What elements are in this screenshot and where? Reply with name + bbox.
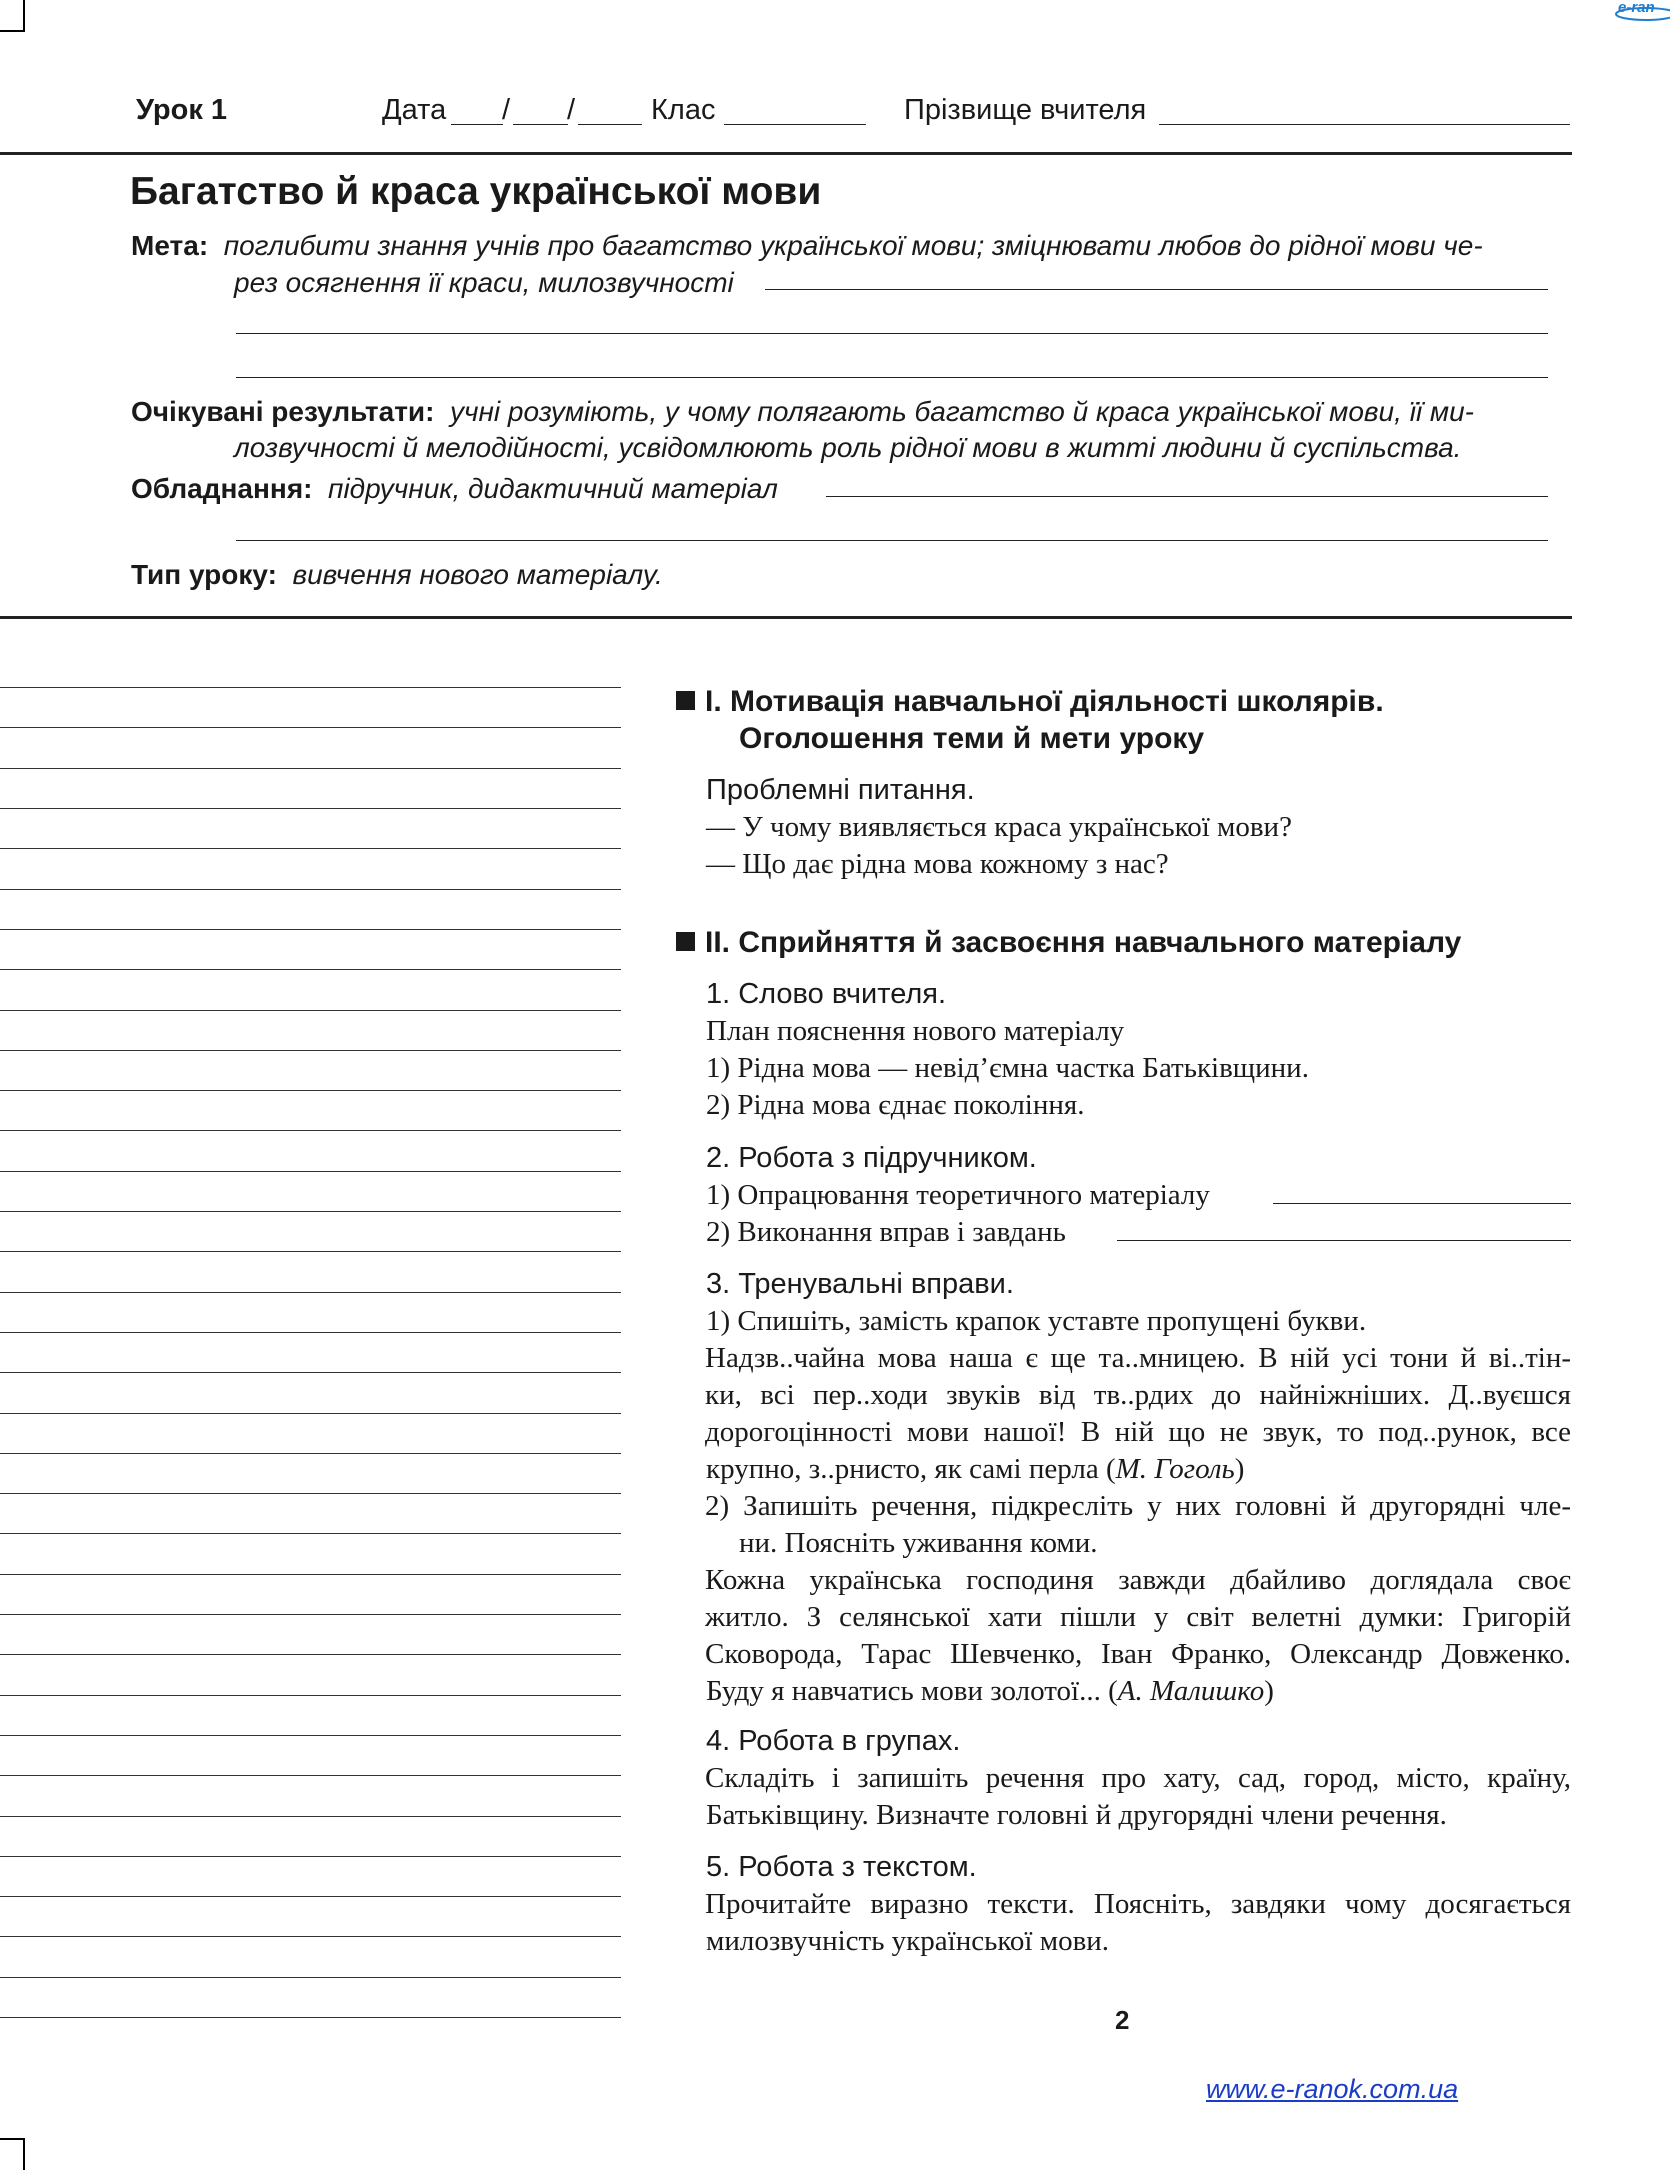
note-line[interactable]: [0, 848, 621, 849]
exercise-text-line: Надзв..чайна мова наша є ще та..мницею. В ній усі тони й ві..тін-: [705, 1342, 1571, 1374]
page-title: Багатство й краса української мови: [130, 170, 822, 213]
note-line[interactable]: [0, 1251, 621, 1252]
exercise-task: 1) Спишіть, замість крапок уставте пропущені букви.: [706, 1305, 1367, 1337]
note-line[interactable]: [0, 1574, 621, 1575]
note-line[interactable]: [0, 1856, 621, 1857]
note-line[interactable]: [0, 808, 621, 809]
section-bullet-icon: [676, 691, 695, 710]
quote-close: ): [1264, 1675, 1274, 1707]
note-line[interactable]: [0, 1977, 621, 1978]
quote-close: ): [1234, 1453, 1245, 1485]
equipment-label: Обладнання:: [131, 473, 313, 504]
publisher-logo: [1612, 0, 1670, 22]
class-field[interactable]: [724, 124, 866, 125]
equipment-row: [131, 471, 778, 507]
page-number: 2: [1115, 2005, 1130, 2035]
note-line[interactable]: [0, 889, 621, 890]
note-line[interactable]: [0, 929, 621, 930]
note-line[interactable]: [0, 1010, 621, 1011]
note-line[interactable]: [0, 1090, 621, 1091]
lesson-number: Урок 1: [136, 94, 228, 126]
goal-text-line1: поглибити знання учнів про багатство української мови; зміцнювати любов до рідної мови че-: [223, 230, 1483, 261]
subsection-title: 3. Тренувальні вправи.: [706, 1268, 1014, 1300]
note-line[interactable]: [0, 1695, 621, 1696]
class-label: Клас: [651, 94, 716, 126]
note-line[interactable]: [0, 1050, 621, 1051]
quote-text: Буду я навчатись мови золотої... (: [706, 1675, 1118, 1707]
problem-questions-title: Проблемні питання.: [706, 774, 975, 806]
section1-heading: I. Мотивація навчальної діяльності школярів.: [705, 685, 1384, 718]
date-label: Дата: [382, 94, 447, 126]
note-line[interactable]: [0, 1211, 621, 1212]
note-line[interactable]: [0, 1816, 621, 1817]
subsection-title: 5. Робота з текстом.: [706, 1851, 977, 1883]
exercise-text-line: [706, 1673, 1274, 1710]
group-task-line: Батьківщину. Визначте головні й другорядні члени речення.: [706, 1799, 1447, 1831]
question-item: — У чому виявляється краса української мови?: [706, 811, 1292, 843]
note-line[interactable]: [0, 1372, 621, 1373]
equipment-write-line[interactable]: [826, 496, 1548, 497]
goal-write-line[interactable]: [236, 377, 1548, 378]
note-line[interactable]: [0, 1896, 621, 1897]
date-month-field[interactable]: [513, 124, 568, 125]
lesson-type-label: Тип уроку:: [131, 559, 277, 590]
note-line[interactable]: [0, 1332, 621, 1333]
header-divider: [0, 152, 1572, 155]
quote-text: крупно, з..рнисто, як самі перла (: [706, 1453, 1116, 1485]
exercise-task-line2: ни. Поясніть уживання коми.: [739, 1527, 1098, 1559]
lesson-type-text: вивчення нового матеріалу.: [292, 559, 663, 590]
note-line[interactable]: [0, 1654, 621, 1655]
note-line[interactable]: [0, 1413, 621, 1414]
note-line[interactable]: [0, 1614, 621, 1615]
goal-label: Мета:: [131, 230, 209, 261]
group-task-line: Складіть і запишіть речення про хату, сад, город, місто, країну,: [705, 1762, 1571, 1794]
section2-heading: II. Сприйняття й засвоєння навчального матеріалу: [705, 926, 1462, 959]
text-task-line: милозвучність української мови.: [706, 1925, 1110, 1957]
note-line[interactable]: [0, 969, 621, 970]
exercise-text-line: ки, всі пер..ходи звуків від тв..рдих до найніжніших. Д..вуєшся: [705, 1379, 1571, 1411]
text-task-line: Прочитайте виразно тексти. Поясніть, завдяки чому досягається: [705, 1888, 1571, 1920]
crop-mark-top-left-h: [0, 30, 25, 32]
textbook-item: 2) Виконання вправ і завдань: [706, 1216, 1066, 1248]
question-item: — Що дає рідна мова кожному з нас?: [706, 848, 1169, 880]
publisher-link[interactable]: www.e-ranok.com.ua: [1206, 2074, 1459, 2104]
lesson-type-row: [131, 557, 663, 593]
crop-mark-bottom-left-h: [0, 2138, 25, 2140]
textbook-write-line[interactable]: [1273, 1203, 1571, 1204]
note-line[interactable]: [0, 1171, 621, 1172]
subsection-title: 2. Робота з підручником.: [706, 1142, 1037, 1174]
equipment-text: підручник, дидактичний матеріал: [328, 473, 778, 504]
exercise-text-line: [706, 1451, 1244, 1488]
note-line[interactable]: [0, 1735, 621, 1736]
note-line[interactable]: [0, 1533, 621, 1534]
results-text-line1: учні розуміють, у чому полягають багатство й краса української мови, її ми-: [450, 396, 1474, 427]
date-separator: /: [567, 94, 576, 126]
quote-author: М. Гоголь: [1115, 1453, 1235, 1485]
plan-item: 2) Рідна мова єднає покоління.: [706, 1089, 1085, 1121]
crop-mark-top-left: [23, 0, 25, 30]
exercise-text-line: дорогоцінності мови нашої! В ній що не звук, то под..рунок, все: [705, 1416, 1571, 1448]
note-line[interactable]: [0, 1453, 621, 1454]
goal-write-line[interactable]: [765, 289, 1548, 290]
date-separator: /: [502, 94, 511, 126]
exercise-task: 2) Запишіть речення, підкресліть у них головні й другорядні чле-: [705, 1490, 1571, 1522]
teacher-label: Прізвище вчителя: [904, 94, 1147, 126]
note-line[interactable]: [0, 727, 621, 728]
results-text-line2: лозвучності й мелодійності, усвідомлюють роль рідної мови в житті людини й суспільства.: [234, 432, 1462, 463]
date-year-field[interactable]: [578, 124, 642, 125]
goal-text-line2: рез осягнення її краси, милозвучності: [234, 267, 734, 298]
plan-item: 1) Рідна мова — невід’ємна частка Батьківщини.: [706, 1052, 1309, 1084]
svg-text:e-ran: e-ran: [1618, 0, 1655, 16]
section1-heading-line2: Оголошення теми й мети уроку: [739, 722, 1205, 755]
goal-write-line[interactable]: [236, 333, 1548, 334]
note-line[interactable]: [0, 1775, 621, 1776]
note-line[interactable]: [0, 2017, 621, 2018]
note-line[interactable]: [0, 1130, 621, 1131]
teacher-field[interactable]: [1159, 124, 1570, 125]
note-line[interactable]: [0, 1292, 621, 1293]
goal-row: [131, 228, 1483, 264]
plan-title: План пояснення нового матеріалу: [706, 1015, 1125, 1047]
quote-author: А. Малишко: [1117, 1675, 1265, 1707]
results-label: Очікувані результати:: [131, 396, 435, 427]
note-line[interactable]: [0, 1936, 621, 1937]
equipment-write-line[interactable]: [236, 540, 1548, 541]
date-day-field[interactable]: [451, 124, 503, 125]
exercise-text-line: житло. З селянської хати пішли у світ велетні думки: Григорій: [705, 1601, 1571, 1633]
exercise-text-line: Кожна українська господиня завжди дбайливо доглядала своє: [705, 1564, 1571, 1596]
section-bullet-icon: [676, 932, 695, 951]
note-line[interactable]: [0, 687, 621, 688]
subsection-title: 4. Робота в групах.: [706, 1725, 961, 1757]
textbook-item: 1) Опрацювання теоретичного матеріалу: [706, 1179, 1210, 1211]
note-line[interactable]: [0, 1493, 621, 1494]
crop-mark-bottom-left: [23, 2138, 25, 2170]
textbook-write-line[interactable]: [1117, 1240, 1571, 1241]
exercise-text-line: Сковорода, Тарас Шевченко, Іван Франко, Олександр Довженко.: [705, 1638, 1571, 1670]
note-line[interactable]: [0, 768, 621, 769]
meta-divider: [0, 616, 1572, 619]
results-row: [131, 394, 1474, 430]
subsection-title: 1. Слово вчителя.: [706, 978, 947, 1010]
